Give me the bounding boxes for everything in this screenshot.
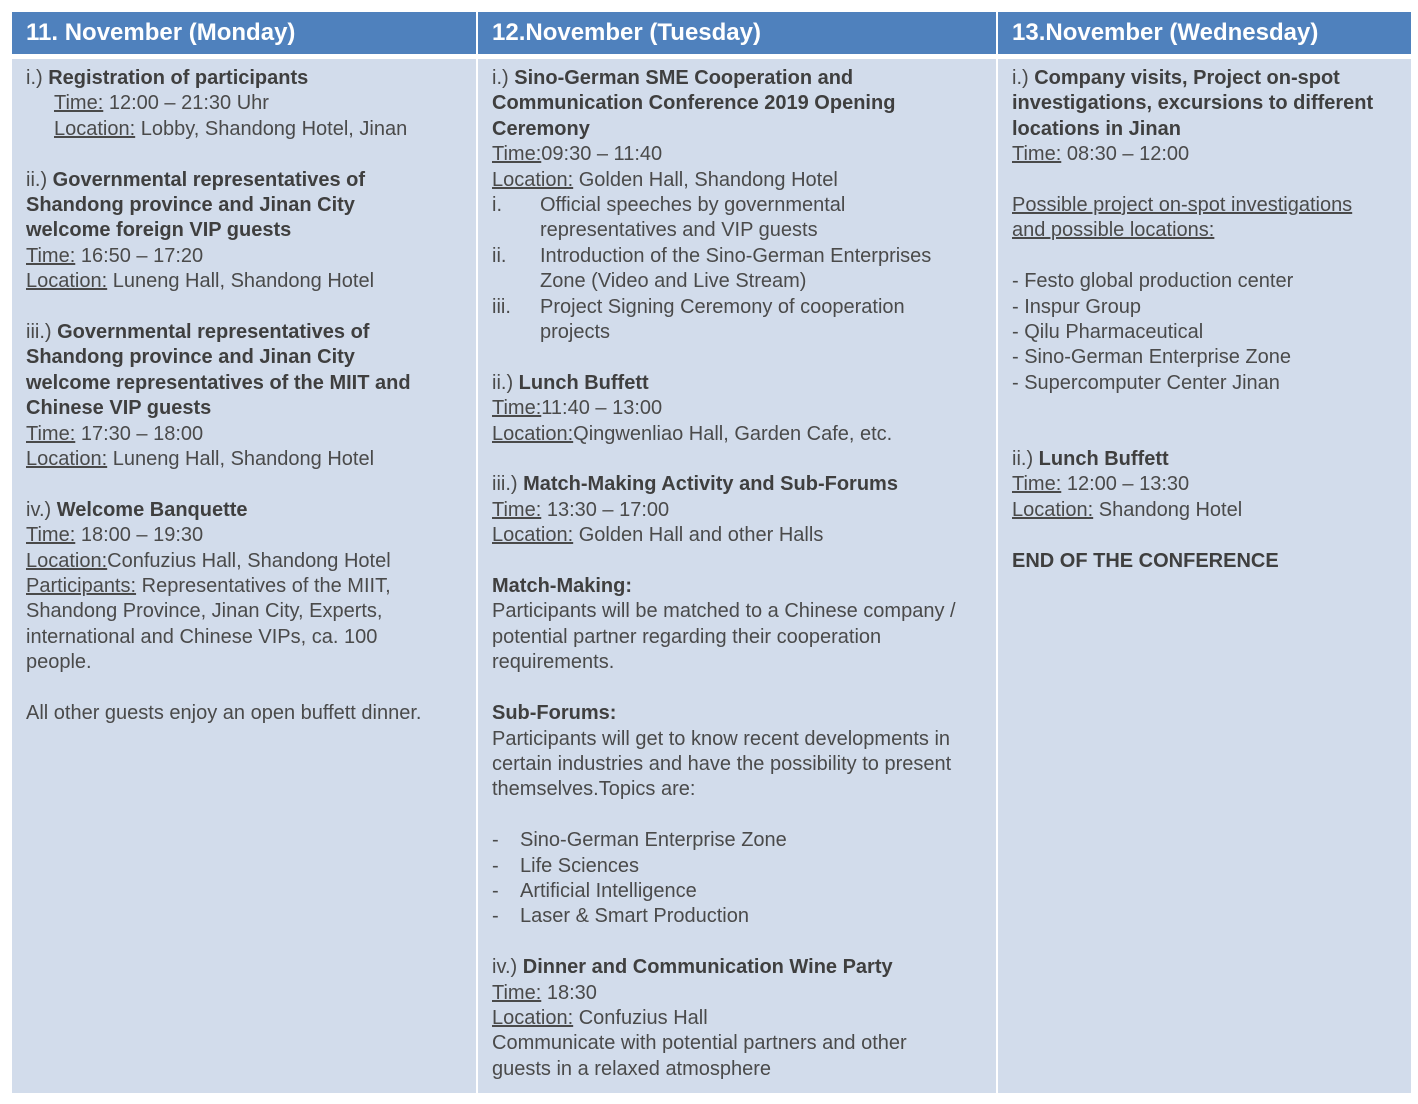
participants-line: Shandong Province, Jinan City, Experts, [26, 600, 383, 623]
event-title: iv.) Welcome Banquette [26, 498, 248, 521]
agenda-item: i. Official speeches by governmental [492, 194, 846, 217]
event-title-line: welcome foreign VIP guests [26, 219, 292, 242]
matchmaking-text: requirements. [492, 651, 615, 674]
event-title: i.) Registration of participants [26, 67, 309, 89]
agenda-item: ii. Introduction of the Sino-German Enterprises [492, 244, 932, 267]
column-tuesday [478, 59, 996, 1093]
event-title-line: Shandong province and Jinan City [26, 194, 355, 217]
event-time: Time:09:30 – 11:40 [492, 143, 663, 166]
schedule-table [12, 12, 1411, 1093]
event-title-line: investigations, excursions to different [1012, 92, 1374, 115]
event-title-line: Chinese VIP guests [26, 397, 212, 420]
event-location: Location: Shandong Hotel [1012, 498, 1243, 521]
event-title: iii.) Match-Making Activity and Sub-Forums [492, 473, 898, 496]
event-title-line: locations in Jinan [1012, 117, 1181, 140]
subforums-text: certain industries and have the possibility to present [492, 752, 952, 775]
event-title-line: Ceremony [492, 117, 590, 140]
event-location: Location: Confuzius Hall [492, 1006, 708, 1029]
matchmaking-text: Participants will be matched to a Chinese company / [492, 600, 956, 623]
location-item: - Qilu Pharmaceutical [1012, 321, 1204, 344]
location-item: - Inspur Group [1012, 295, 1141, 318]
topic-item: - Laser & Smart Production [492, 905, 749, 928]
agenda-item: iii. Project Signing Ceremony of cooperation [492, 295, 905, 318]
event-title: ii.) Lunch Buffett [1012, 448, 1169, 471]
event-time: Time: 13:30 – 17:00 [492, 498, 670, 521]
participants-line: people. [26, 651, 92, 674]
header-tuesday: 12.November (Tuesday) [478, 12, 996, 54]
participants-line: international and Chinese VIPs, ca. 100 [26, 625, 378, 648]
event-time: Time: 18:00 – 19:30 [26, 524, 204, 547]
event-location: Location:Confuzius Hall, Shandong Hotel [26, 549, 391, 572]
event-title: ii.) Governmental representatives of [26, 168, 366, 191]
event-location: Location: Luneng Hall, Shandong Hotel [26, 448, 375, 471]
event-location: Location: Golden Hall, Shandong Hotel [492, 168, 838, 191]
event-title: i.) Company visits, Project on-spot [1012, 67, 1340, 89]
agenda-item-line: representatives and VIP guests [540, 219, 818, 242]
header-monday: 11. November (Monday) [12, 12, 476, 54]
event-participants: Participants: Representatives of the MIIT, [26, 575, 391, 598]
event-title: iv.) Dinner and Communication Wine Party [492, 956, 893, 979]
event-title: iii.) Governmental representatives of [26, 321, 370, 344]
topic-item: - Life Sciences [492, 854, 639, 877]
event-time: Time: 16:50 – 17:20 [26, 244, 204, 267]
location-item: - Festo global production center [1012, 270, 1294, 293]
subforums-title: Sub-Forums: [492, 702, 617, 725]
event-location: Location: Lobby, Shandong Hotel, Jinan [54, 117, 408, 140]
column-wednesday [998, 59, 1411, 1093]
column-monday [12, 59, 476, 1093]
event-location: Location:Qingwenliao Hall, Garden Cafe, etc. [492, 422, 893, 445]
possible-locations-heading: Possible project on-spot investigations [1012, 194, 1353, 217]
matchmaking-title: Match-Making: [492, 575, 632, 598]
matchmaking-text: potential partner regarding their cooperation [492, 625, 882, 648]
monday-note: All other guests enjoy an open buffett dinner. [26, 702, 422, 725]
topic-item: - Sino-German Enterprise Zone [492, 829, 787, 852]
event-time: Time: 12:00 – 13:30 [1012, 473, 1190, 496]
agenda-item-line: Zone (Video and Live Stream) [540, 270, 807, 293]
event-title: i.) Sino-German SME Cooperation and [492, 67, 854, 89]
event-description: guests in a relaxed atmosphere [492, 1057, 772, 1080]
event-time: Time: 08:30 – 12:00 [1012, 143, 1190, 166]
subforums-text: Participants will get to know recent developments in [492, 727, 951, 750]
possible-locations-heading: and possible locations: [1012, 219, 1215, 242]
event-time: Time:11:40 – 13:00 [492, 397, 663, 420]
event-title-line: welcome representatives of the MIIT and [26, 371, 411, 394]
subforums-text: themselves.Topics are: [492, 778, 696, 801]
event-title: ii.) Lunch Buffett [492, 371, 649, 394]
header-wednesday: 13.November (Wednesday) [998, 12, 1411, 54]
event-time: Time: 17:30 – 18:00 [26, 422, 204, 445]
event-description: Communicate with potential partners and other [492, 1032, 907, 1055]
location-item: - Sino-German Enterprise Zone [1012, 346, 1292, 369]
topic-item: - Artificial Intelligence [492, 879, 697, 902]
conference-end: END OF THE CONFERENCE [1012, 549, 1279, 572]
event-location: Location: Golden Hall and other Halls [492, 524, 824, 547]
event-title-line: Shandong province and Jinan City [26, 346, 355, 369]
location-item: - Supercomputer Center Jinan [1012, 371, 1280, 394]
event-time: Time: 18:30 [492, 981, 597, 1004]
event-location: Location: Luneng Hall, Shandong Hotel [26, 270, 375, 293]
event-time: Time: 12:00 – 21:30 Uhr [54, 92, 269, 115]
event-title-line: Communication Conference 2019 Opening [492, 92, 896, 115]
agenda-item-line: projects [540, 321, 611, 344]
